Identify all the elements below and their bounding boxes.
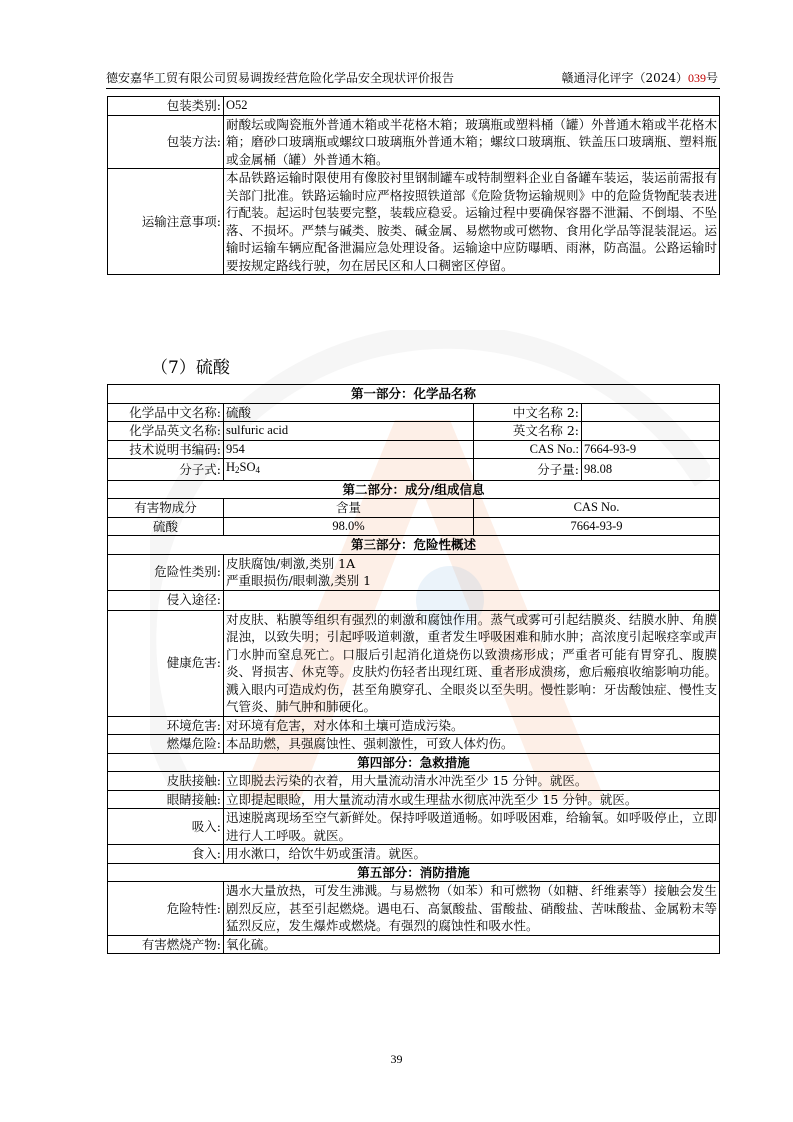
packing-method-label: 包装方法: <box>108 115 224 169</box>
formula-label: 分子式: <box>108 459 224 481</box>
comp-head-cas: CAS No. <box>474 499 720 518</box>
health-value: 对皮肤、粘膜等组织有强烈的刺激和腐蚀作用。蒸气或雾可引起结膜炎、结膜水肿、角膜混浊，以致失明；引起呼吸道刺激，重者发生呼吸困难和肺水肿；高浓度引起喉痉挛或声门水肿而窒息死亡。口服后引起消化道烧伤以致溃疡形成；严重者可能有胃穿孔、腹膜炎、肾损害、休克等。皮肤灼伤轻者出现红斑、重者形成溃疡，愈后瘢痕收缩影响功能。溅入眼内可造成灼伤，甚至角膜穿孔、全眼炎以至失明。慢性影响：牙齿酸蚀症、慢性支气管炎、肺气肿和肺硬化。 <box>224 610 720 716</box>
formula-subscript: 2 <box>235 465 240 475</box>
env-value: 对环境有危害，对水体和土壤可造成污染。 <box>224 716 720 735</box>
skin-value: 立即脱去污染的衣着，用大量流动清水冲洗至少 15 分钟。就医。 <box>224 772 720 791</box>
table-row <box>108 610 720 716</box>
table-row <box>108 517 720 536</box>
inhale-value: 迅速脱离现场至空气新鲜处。保持呼吸道通畅。如呼吸困难，给输氧。如呼吸停止，立即进行人工呼吸。就医。 <box>224 809 720 845</box>
eye-value: 立即提起眼睑，用大量流动清水或生理盐水彻底冲洗至少 15 分钟。就医。 <box>224 790 720 809</box>
cn-name-value: 硫酸 <box>224 403 474 422</box>
hazard-class-value <box>224 554 720 590</box>
formula-value <box>224 459 474 481</box>
skin-label: 皮肤接触: <box>108 772 224 791</box>
cn-name-label: 化学品中文名称: <box>108 403 224 422</box>
packing-class-label: 包装类别: <box>108 97 224 116</box>
tech-code-value: 954 <box>224 440 474 459</box>
cn-name2-label: 中文名称 2: <box>474 403 582 422</box>
comp-name: 硫酸 <box>108 517 224 536</box>
hazard-class-line: 严重眼损伤/眼刺激,类别 1 <box>226 573 372 588</box>
inhale-label: 吸入: <box>108 809 224 845</box>
en-name2-label: 英文名称 2: <box>474 422 582 441</box>
combust-label: 有害燃烧产物: <box>108 935 224 954</box>
table-row <box>108 422 720 441</box>
table-row <box>108 115 720 169</box>
table-row <box>108 772 720 791</box>
cn-name2-value <box>582 403 720 422</box>
formula-subscript: 4 <box>255 465 261 475</box>
table-row <box>108 459 720 481</box>
table-row <box>108 590 720 610</box>
header-number-value: 039 <box>687 71 706 85</box>
table-row <box>108 440 720 459</box>
table-row <box>108 554 720 590</box>
combust-value: 氧化硫。 <box>224 935 720 954</box>
mw-value: 98.08 <box>582 459 720 481</box>
cas-label: CAS No.: <box>474 440 582 459</box>
table-row <box>108 403 720 422</box>
section-subtitle: （7）硫酸 <box>151 358 230 378</box>
hazard-class-label: 危险性类别: <box>108 554 224 590</box>
transport-notes-value: 本品铁路运输时限使用有像胶衬里钢制罐车或特制塑料企业自备罐车装运，装运前需报有关部门批准。铁路运输时应严格按照铁道部《危险货物运输规则》中的危险货物配装表进行配装。起运时包装要完整，装载应稳妥。运输过程中要确保容器不泄漏、不倒塌、不坠落、不损坏。严禁与碱类、胺类、碱金属、易燃物或可燃物、食用化学品等混装混运。运输时运输车辆应配备泄漏应急处理设备。运输途中应防曝晒、雨淋，防高温。公路运输时要按规定路线行驶，勿在居民区和人口稠密区停留。 <box>224 169 720 275</box>
eye-label: 眼睛接触: <box>108 790 224 809</box>
table-row <box>108 716 720 735</box>
mw-label: 分子量: <box>474 459 582 481</box>
fire-value: 本品助燃，具强腐蚀性、强刺激性，可致人体灼伤。 <box>224 735 720 754</box>
comp-head-name: 有害物成分 <box>108 499 224 518</box>
page-header <box>106 70 718 86</box>
table-row <box>108 499 720 518</box>
hazard-class-line: 皮肤腐蚀/刺激,类别 1A <box>226 555 356 571</box>
header-number-prefix: 赣通浔化评字（2024） <box>561 71 688 85</box>
health-label: 健康危害: <box>108 610 224 716</box>
previous-substance-table <box>107 96 720 275</box>
part5-title: 第五部分：消防措施 <box>108 863 720 882</box>
header-rule <box>106 88 720 89</box>
en-name2-value <box>582 422 720 441</box>
packing-method-value: 耐酸坛或陶瓷瓶外普通木箱或半花格木箱；玻璃瓶或塑料桶（罐）外普通木箱或半花格木箱；磨砂口玻璃瓶或螺纹口玻璃瓶外普通木箱；螺纹口玻璃瓶、铁盖压口玻璃瓶、塑料瓶或金属桶（罐）外普通木箱。 <box>224 115 720 169</box>
table-row <box>108 97 720 116</box>
table-row <box>108 845 720 864</box>
danger-value: 遇水大量放热，可发生沸溅。与易燃物（如苯）和可燃物（如糖、纤维素等）接触会发生剧烈反应，甚至引起燃烧。遇电石、高氯酸盐、雷酸盐、硝酸盐、苦味酸盐、金属粉末等猛烈反应，发生爆炸或燃烧。有强烈的腐蚀性和吸水性。 <box>224 882 720 936</box>
table-row <box>108 809 720 845</box>
formula-part: H <box>226 460 236 474</box>
route-label: 侵入途径: <box>108 590 224 610</box>
packing-class-value: O52 <box>224 97 720 116</box>
comp-content: 98.0% <box>224 517 474 536</box>
danger-label: 危险特性: <box>108 882 224 936</box>
table-row <box>108 882 720 936</box>
tech-code-label: 技术说明书编码: <box>108 440 224 459</box>
en-name-value: sulfuric acid <box>224 422 474 441</box>
part4-title: 第四部分：急救措施 <box>108 753 720 772</box>
header-report-number <box>561 70 718 86</box>
comp-head-content: 含量 <box>224 499 474 518</box>
table-row <box>108 935 720 954</box>
transport-notes-label: 运输注意事项: <box>108 169 224 275</box>
fire-label: 燃爆危险: <box>108 735 224 754</box>
ingest-value: 用水漱口，给饮牛奶或蛋清。就医。 <box>224 845 720 864</box>
part3-title: 第三部分：危险性概述 <box>108 536 720 555</box>
part1-title: 第一部分：化学品名称 <box>108 385 720 404</box>
sulfuric-acid-msds-table <box>107 384 720 954</box>
page-number: 39 <box>390 1052 403 1066</box>
part2-title: 第二部分：成分/组成信息 <box>108 480 720 499</box>
header-report-title: 德安嘉华工贸有限公司贸易调拨经营危险化学品安全现状评价报告 <box>106 71 455 85</box>
en-name-label: 化学品英文名称: <box>108 422 224 441</box>
cas-value: 7664-93-9 <box>582 440 720 459</box>
table-row <box>108 735 720 754</box>
table-row <box>108 169 720 275</box>
ingest-label: 食入: <box>108 845 224 864</box>
route-value <box>224 590 720 610</box>
header-number-suffix: 号 <box>705 71 718 85</box>
comp-cas: 7664-93-9 <box>474 517 720 536</box>
formula-part: SO <box>239 460 256 474</box>
env-label: 环境危害: <box>108 716 224 735</box>
table-row <box>108 790 720 809</box>
